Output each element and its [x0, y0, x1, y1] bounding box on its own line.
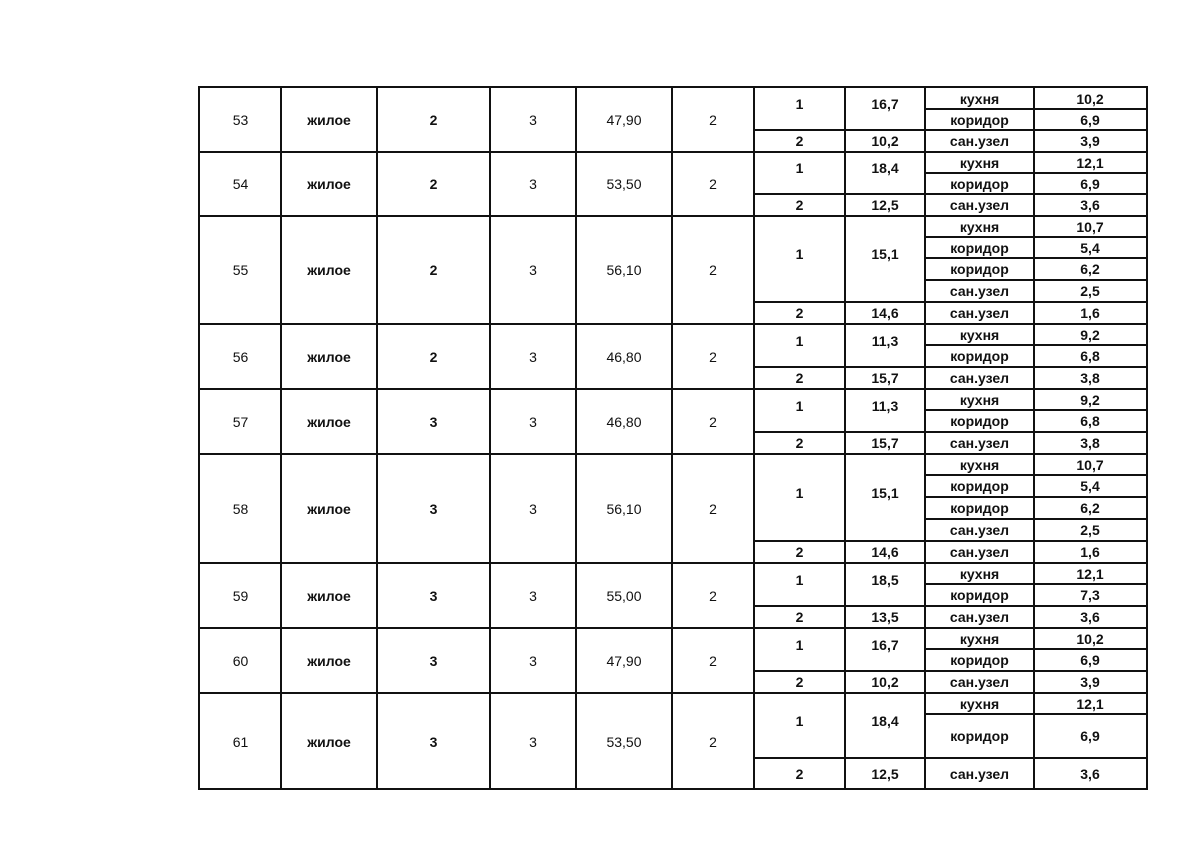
apartment-number: 60: [232, 652, 249, 669]
room-area: 11,3: [871, 397, 899, 414]
grid-line: [925, 496, 1146, 498]
apartment-section: 3: [529, 500, 537, 517]
room-number: 2: [795, 197, 804, 213]
aux-room-area: 10,2: [1076, 630, 1104, 647]
aux-room-name: кухня: [959, 218, 1000, 235]
room-area: 14,6: [871, 305, 899, 321]
apartment-total-area: 55,00: [606, 587, 642, 604]
aux-room-area: 2,5: [1080, 283, 1100, 299]
aux-room-area: 6,8: [1080, 413, 1100, 429]
grid-line: [925, 757, 1146, 759]
grid-line: [925, 108, 1146, 110]
apartment-type: жилое: [307, 348, 351, 365]
grid-line: [925, 474, 1146, 476]
aux-room-name: коридор: [950, 478, 1009, 494]
aux-room-name: коридор: [950, 111, 1009, 128]
aux-room-name: коридор: [950, 348, 1009, 364]
aux-room-name: кухня: [959, 90, 1000, 107]
aux-room-name: кухня: [959, 326, 1000, 343]
apartment-section: 3: [529, 112, 537, 128]
room-area: 18,4: [871, 160, 899, 176]
apartment-total-area: 53,50: [606, 176, 642, 192]
grid-line: [925, 583, 1146, 585]
apartment-rooms-count: 2: [709, 652, 717, 669]
grid-line: [925, 129, 1146, 131]
apartment-number: 54: [232, 176, 249, 192]
apartment-type: жилое: [307, 500, 351, 517]
apartment-type: жилое: [307, 112, 351, 128]
aux-room-area: 5,4: [1080, 478, 1100, 494]
apartment-type: жилое: [307, 176, 351, 192]
apartment-floor: 2: [429, 262, 438, 278]
room-number: 2: [795, 609, 804, 625]
apartment-section: 3: [529, 652, 537, 669]
grid-line: [925, 540, 1146, 542]
apartment-total-area: 53,50: [606, 733, 642, 750]
grid-line: [925, 648, 1146, 650]
aux-room-name: сан.узел: [949, 522, 1010, 538]
apartment-number: 53: [232, 112, 249, 128]
aux-room-name: кухня: [959, 630, 1000, 647]
room-area: 15,1: [871, 484, 899, 501]
room-number: 1: [795, 484, 804, 501]
room-number: 1: [795, 246, 804, 262]
apartment-number: 61: [232, 733, 249, 750]
grid-line: [925, 257, 1146, 259]
aux-room-area: 10,7: [1076, 456, 1104, 473]
aux-room-name: сан.узел: [949, 197, 1010, 213]
aux-room-name: коридор: [950, 175, 1009, 192]
aux-room-name: сан.узел: [949, 674, 1010, 690]
apartment-section: 3: [529, 176, 537, 192]
apartment-total-area: 47,90: [606, 112, 642, 128]
room-number: 2: [795, 133, 804, 149]
aux-room-name: кухня: [959, 695, 1000, 712]
apartment-rooms-count: 2: [709, 112, 717, 128]
aux-room-name: сан.узел: [949, 544, 1010, 560]
room-area: 18,4: [871, 712, 899, 729]
aux-room-area: 7,3: [1080, 587, 1100, 603]
apartment-rooms-count: 2: [709, 587, 717, 604]
apartment-type: жилое: [307, 652, 351, 669]
room-number: 1: [795, 332, 804, 349]
room-number: 1: [795, 571, 804, 588]
room-area: 15,7: [871, 435, 899, 451]
aux-room-area: 1,6: [1080, 305, 1100, 321]
apartments-table: [198, 86, 1148, 790]
apartment-total-area: 46,80: [606, 413, 642, 430]
room-area: 14,6: [871, 544, 899, 560]
aux-room-area: 3,6: [1080, 766, 1100, 782]
aux-room-area: 12,1: [1076, 154, 1104, 171]
apartment-total-area: 46,80: [606, 348, 642, 365]
room-number: 1: [795, 96, 804, 112]
grid-line: [754, 366, 925, 368]
apartment-number: 56: [232, 348, 249, 365]
grid-line: [754, 193, 925, 195]
grid-line: [754, 605, 925, 607]
apartment-type: жилое: [307, 733, 351, 750]
grid-line: [925, 670, 1146, 672]
aux-room-name: кухня: [959, 456, 1000, 473]
grid-line: [754, 757, 925, 759]
apartment-floor: 3: [429, 587, 438, 604]
aux-room-area: 3,8: [1080, 370, 1100, 386]
aux-room-area: 9,2: [1080, 326, 1100, 343]
apartment-section: 3: [529, 262, 537, 278]
apartment-floor: 2: [429, 176, 438, 192]
room-area: 10,2: [871, 133, 899, 149]
aux-room-area: 12,1: [1076, 695, 1104, 712]
room-area: 12,5: [871, 766, 899, 782]
aux-room-name: коридор: [950, 261, 1009, 277]
room-number: 2: [795, 766, 804, 782]
aux-room-name: коридор: [950, 413, 1009, 429]
apartment-number: 55: [232, 262, 249, 278]
apartment-rooms-count: 2: [709, 348, 717, 365]
room-area: 15,1: [871, 246, 899, 262]
aux-room-name: сан.узел: [949, 133, 1010, 149]
grid-line: [754, 431, 925, 433]
room-area: 13,5: [871, 609, 899, 625]
room-number: 1: [795, 636, 804, 653]
aux-room-name: коридор: [950, 239, 1009, 256]
aux-room-area: 6,9: [1080, 652, 1100, 668]
aux-room-name: кухня: [959, 565, 1000, 582]
grid-line: [925, 366, 1146, 368]
room-number: 1: [795, 160, 804, 176]
room-area: 11,3: [871, 332, 899, 349]
apartment-floor: 2: [429, 112, 438, 128]
room-number: 1: [795, 397, 804, 414]
aux-room-area: 10,2: [1076, 90, 1104, 107]
aux-room-area: 9,2: [1080, 391, 1100, 408]
apartment-floor: 3: [429, 733, 438, 750]
apartment-type: жилое: [307, 413, 351, 430]
grid-line: [925, 193, 1146, 195]
room-number: 2: [795, 674, 804, 690]
apartment-floor: 3: [429, 500, 438, 517]
grid-line: [925, 279, 1146, 281]
room-area: 18,5: [871, 571, 899, 588]
apartment-number: 59: [232, 587, 249, 604]
aux-room-area: 6,2: [1080, 261, 1100, 277]
grid-line: [754, 129, 925, 131]
room-number: 2: [795, 435, 804, 451]
apartment-rooms-count: 2: [709, 176, 717, 192]
aux-room-name: сан.узел: [949, 766, 1010, 782]
apartment-total-area: 56,10: [606, 262, 642, 278]
grid-line: [754, 301, 925, 303]
grid-line: [925, 605, 1146, 607]
apartment-total-area: 47,90: [606, 652, 642, 669]
aux-room-area: 6,9: [1080, 728, 1100, 744]
apartment-rooms-count: 2: [709, 733, 717, 750]
apartment-floor: 2: [429, 348, 438, 365]
apartment-floor: 3: [429, 652, 438, 669]
grid-line: [754, 670, 925, 672]
room-number: 2: [795, 544, 804, 560]
room-area: 15,7: [871, 370, 899, 386]
room-area: 10,2: [871, 674, 899, 690]
grid-line: [754, 540, 925, 542]
aux-room-area: 6,9: [1080, 111, 1100, 128]
apartment-section: 3: [529, 587, 537, 604]
grid-line: [925, 713, 1146, 715]
aux-room-name: кухня: [959, 391, 1000, 408]
aux-room-name: сан.узел: [949, 370, 1010, 386]
aux-room-area: 1,6: [1080, 544, 1100, 560]
aux-room-area: 3,9: [1080, 133, 1100, 149]
aux-room-area: 3,9: [1080, 674, 1100, 690]
aux-room-name: коридор: [950, 500, 1009, 516]
room-number: 1: [795, 712, 804, 729]
aux-room-area: 6,9: [1080, 175, 1100, 192]
room-area: 16,7: [871, 636, 899, 653]
aux-room-name: сан.узел: [949, 305, 1010, 321]
aux-room-name: коридор: [950, 587, 1009, 603]
apartment-section: 3: [529, 413, 537, 430]
room-area: 12,5: [871, 197, 899, 213]
aux-room-area: 12,1: [1076, 565, 1104, 582]
aux-room-area: 5,4: [1080, 239, 1100, 256]
aux-room-area: 6,8: [1080, 348, 1100, 364]
apartment-type: жилое: [307, 262, 351, 278]
aux-room-area: 2,5: [1080, 522, 1100, 538]
room-number: 2: [795, 305, 804, 321]
aux-room-name: коридор: [950, 728, 1009, 744]
grid-line: [925, 236, 1146, 238]
room-area: 16,7: [871, 96, 899, 112]
aux-room-area: 3,6: [1080, 197, 1100, 213]
aux-room-name: сан.узел: [949, 435, 1010, 451]
aux-room-area: 3,8: [1080, 435, 1100, 451]
aux-room-name: сан.узел: [949, 609, 1010, 625]
aux-room-name: кухня: [959, 154, 1000, 171]
aux-room-area: 6,2: [1080, 500, 1100, 516]
grid-line: [925, 431, 1146, 433]
apartment-total-area: 56,10: [606, 500, 642, 517]
apartment-floor: 3: [429, 413, 438, 430]
room-number: 2: [795, 370, 804, 386]
apartment-type: жилое: [307, 587, 351, 604]
grid-line: [925, 518, 1146, 520]
aux-room-name: сан.узел: [949, 283, 1010, 299]
apartment-rooms-count: 2: [709, 262, 717, 278]
grid-line: [925, 344, 1146, 346]
aux-room-area: 3,6: [1080, 609, 1100, 625]
grid-line: [925, 172, 1146, 174]
apartment-number: 57: [232, 413, 249, 430]
apartment-number: 58: [232, 500, 249, 517]
apartment-rooms-count: 2: [709, 413, 717, 430]
apartment-section: 3: [529, 733, 537, 750]
apartment-section: 3: [529, 348, 537, 365]
aux-room-area: 10,7: [1076, 218, 1104, 235]
aux-room-name: коридор: [950, 652, 1009, 668]
grid-line: [925, 301, 1146, 303]
apartment-rooms-count: 2: [709, 500, 717, 517]
grid-line: [925, 409, 1146, 411]
